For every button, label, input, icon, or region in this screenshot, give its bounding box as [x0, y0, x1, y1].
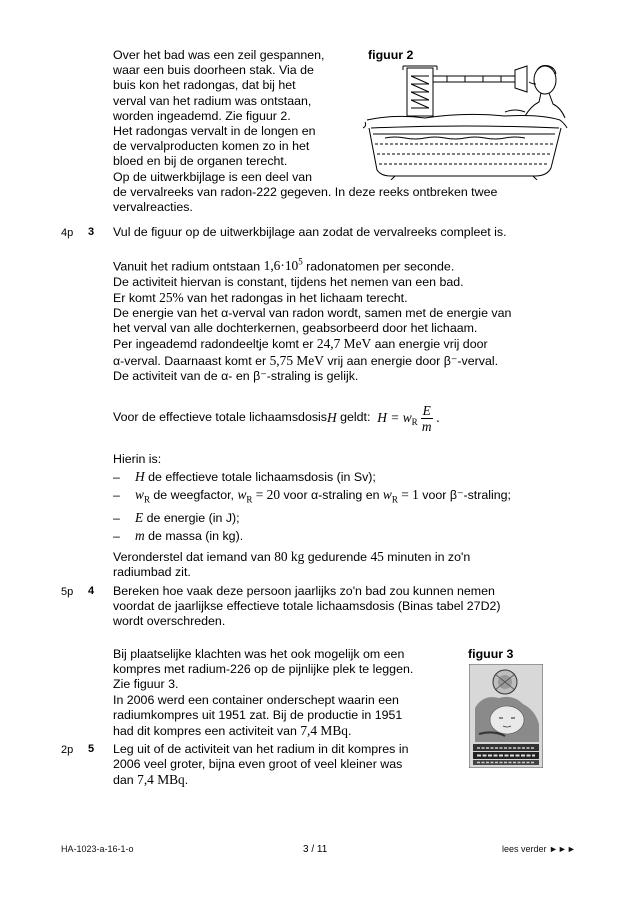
text-line: De activiteit hiervan is constant, tijdens het nemen van een bad.: [113, 274, 464, 289]
question-3-number: 3: [88, 226, 95, 238]
text-line: Over het bad was een zeil gespannen,: [113, 48, 325, 62]
question-3-points: 4p: [61, 227, 74, 239]
question-4-text: Bereken hoe vaak deze persoon jaarlijks zo'n bad zou kunnen nemen voordat de jaarlijkse effectieve totale lichaamsdosis (Binas tabel 27D2) wordt overschreden.: [113, 584, 501, 629]
dose-formula: H = w $_R$ $\frac{E}{m}$ .: [377, 402, 440, 434]
legend-intro: Hierin is:: [113, 452, 162, 466]
legend-item-e: – E de energie (in J);: [113, 510, 240, 526]
footer-exam-code: HA-1023-a-16-1-o: [61, 844, 134, 854]
formula-var-h: H: [326, 410, 337, 426]
question-5-points: 2p: [61, 744, 74, 756]
legend-item-h: – H de effectieve totale lichaamsdosis (in Sv);: [113, 469, 376, 485]
text-line: De energie van het α-verval van radon wordt, samen met de energie van: [113, 306, 512, 321]
radon-rate-value: $1,6\cdot 10^5$: [263, 257, 303, 274]
figure-2-title: figuur 2: [368, 48, 414, 62]
footer-page-number: 3 / 11: [303, 844, 328, 855]
legend-item-w: – $w_R$ de weegfactor, $w_R = 20$ voor α-straling en $w_R = 1$ voor β⁻-straling;: [113, 487, 511, 505]
radium-bath-data-paragraph: [113, 255, 553, 384]
text-line: waar een buis doorheen stak. Via de: [113, 63, 314, 78]
figure-3-title: figuur 3: [468, 647, 514, 661]
text-line: Op de uitwerkbijlage is een deel van: [113, 169, 313, 184]
text-line: het verval van alle dochterkernen, geabsorbeerd door het lichaam.: [113, 321, 478, 336]
text-line: buis kon het radongas, dat bij het: [113, 78, 296, 93]
footer-continue: lees verder ►►►: [502, 844, 576, 854]
text-line: vervalreacties.: [113, 200, 193, 215]
text-line: Vanuit het radium ontstaan $1,6\cdot 10^5$ radonatomen per seconde.: [113, 257, 455, 274]
bathtub-drawing: [355, 62, 570, 180]
text-line: Het radongas vervalt in de longen en: [113, 124, 316, 139]
text-line: Per ingeademd radondeeltje komt er 24,7 MeV aan energie vrij door: [113, 336, 488, 352]
legend-item-m: – m de massa (in kg).: [113, 528, 244, 544]
text-line: worden ingeademd. Zie figuur 2.: [113, 108, 291, 123]
compress-paragraph: Bij plaatselijke klachten was het ook mogelijk om een kompres met radium-226 op de pijnlijke plek te leggen. Zie figuur 3. In 2006 werd een container onderschept waarin een radiumkompres uit 1951 zat. Bij de productie in 1951 had dit kompres een activiteit van 7,4 MBq.: [113, 647, 414, 739]
text-line: de vervalproducten komen zo in het: [113, 139, 310, 154]
question-4-number: 4: [88, 585, 95, 597]
text-line: verval van het radium was ontstaan,: [113, 93, 312, 108]
text-line: De activiteit van de α- en β⁻-straling is gelijk.: [113, 368, 359, 383]
text-line: bloed en bij de organen terecht.: [113, 154, 288, 169]
text-line: de vervalreeks van radon-222 gegeven. In deze reeks ontbreken twee: [113, 184, 498, 199]
text-line: Veronderstel dat iemand van 80 kg gedurende 45 minuten in zo'n: [113, 549, 471, 564]
question-5-number: 5: [88, 743, 95, 755]
beta-energy-value: 5,75 MeV: [269, 352, 324, 368]
figure-2-bathtub-illustration: [355, 62, 570, 180]
text-line: radiumbad zit.: [113, 565, 191, 580]
question-5-text: Leg uit of de activiteit van het radium in dit kompres in 2006 veel groter, bijna even groot of veel kleiner was dan 7,4 MBq.: [113, 742, 409, 788]
text-line: Er komt 25% van het radongas in het lichaam terecht.: [113, 289, 408, 305]
percentage-value: 25%: [159, 289, 184, 305]
formula-legend: [113, 451, 553, 545]
question-3-text: Vul de figuur op de uitwerkbijlage aan zodat de vervalreeks compleet is.: [113, 225, 507, 239]
alpha-energy-value: 24,7 MeV: [316, 336, 372, 352]
text-line: α-verval. Daarnaast komt er 5,75 MeV vrij aan energie door β⁻-verval.: [113, 352, 499, 368]
dose-formula-line: Voor de effectieve totale lichaamsdosis H geldt: H = w $_R$ $\frac{E}{m}$ .: [113, 402, 440, 434]
question-4-points: 5p: [61, 586, 74, 598]
assumption-paragraph: [113, 549, 553, 580]
